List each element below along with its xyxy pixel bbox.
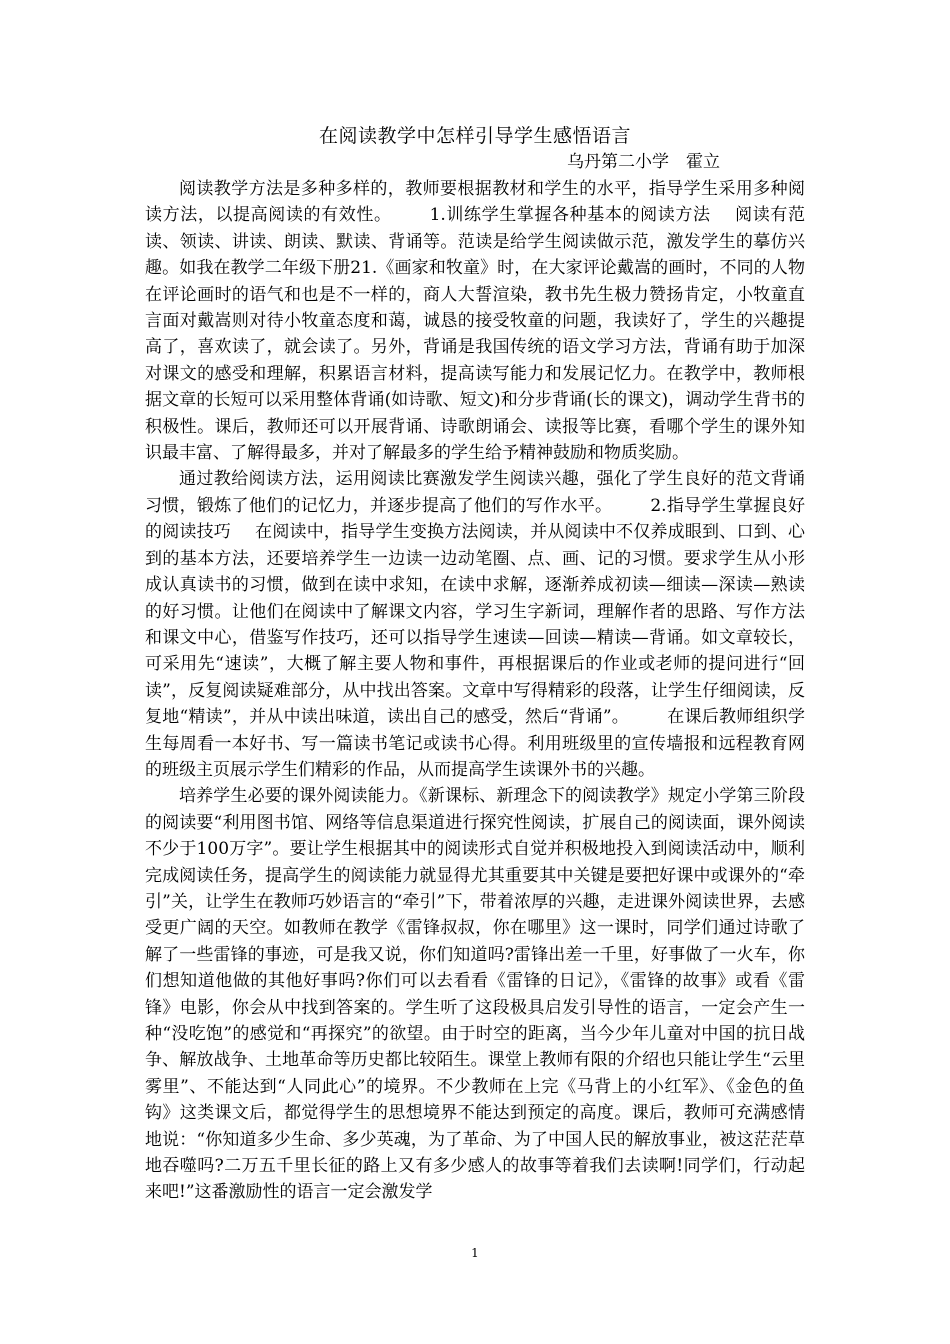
document-body	[145, 176, 805, 1206]
paragraph-extracurricular-reading	[145, 783, 805, 1206]
paragraph-reading-methods	[145, 176, 805, 466]
paragraph-reading-skills	[145, 466, 805, 783]
page-number: 1	[471, 1246, 479, 1260]
section-heading-reading-methods: 1.训练学生掌握各种基本的阅读方法	[429, 205, 711, 226]
paragraph-intro: 通过教给阅读方法，运用阅读比赛激发学生阅读兴趣，强化了学生良好的范文背诵习惯，锻炼了他们的记忆力，并逐步提高了他们的写作水平。	[145, 469, 805, 516]
paragraph-text: 培养学生必要的课外阅读能力。《新课标、新理念下的阅读教学》规定小学第三阶段的阅读要“利用图书馆、网络等信息渠道进行探究性阅读，扩展自己的阅读面，课外阅读不少于100万字”。要让学生根据其中的阅读形式自觉并积极地投入到阅读活动中，顺利完成阅读任务，提高学生的阅读能力就显得尤其重要其中关键是要把好课中或课外的“牵引”关，让学生在教师巧妙语言的“牵引”下，带着浓厚的兴趣，走进课外阅读世界，去感受更广阔的天空。如教师在教学《雷锋叔叔，你在哪里》这一课时，同学们通过诗歌了解了一些雷锋的事迹，可是我又说，你们知道吗?雷锋出差一千里，好事做了一火车，你们想知道他做的其他好事吗?你们可以去看看《雷锋的日记》，《雷锋的故事》或看《雷锋》电影，你会从中找到答案的。学生听了这段极具启发引导性的语言，一定会产生一种“没吃饱”的感觉和“再探究”的欲望。由于时空的距离，当今少年儿童对中国的抗日战争、解放战争、土地革命等历史都比较陌生。课堂上教师有限的介绍也只能让学生“云里雾里”、不能达到“人同此心”的境界。不少教师在上完《马背上的小红军》、《金色的鱼钩》这类课文后，都觉得学生的思想境界不能达到预定的高度。课后，教师可充满感情地说：“你知道多少生命、多少英魂，为了革命、为了中国人民的解放事业，被这茫茫草地吞噬吗?二万五千里长征的路上又有多少感人的故事等着我们去读啊!同学们，行动起来吧!”这番激励性的语言一定会激发学	[145, 786, 805, 1203]
paragraph-text: 在阅读中，指导学生变换方法阅读，并从阅读中不仅养成眼到、口到、心到的基本方法，还要培养学生一边读一边动笔圈、点、画、记的习惯。要求学生从小形成认真读书的习惯，做到在读中求知，在读中求解，逐渐养成初读—细读—深读—熟读的好习惯。让他们在阅读中了解课文内容，学习生字新词，理解作者的思路、写作方法和课文中心，借鉴写作技巧，还可以指导学生速读—回读—精读—背诵。如文章较长，可采用先“速读”，大概了解主要人物和事件，再根据课后的作业或老师的提问进行“回读”，反复阅读疑难部分，从中找出答案。文章中写得精彩的段落，让学生仔细阅读，反复地“精读”，并从中读出味道，读出自己的感受，然后“背诵”。	[145, 522, 806, 728]
paragraph-text: 阅读有范读、领读、讲读、朗读、默读、背诵等。范读是给学生阅读做示范，激发学生的摹仿兴趣。如我在教学二年级下册21.《画家和牧童》时，在大家评论戴嵩的画时，不同的人物在评论画时的语气和也是不一样的，商人大誓渲染，教书先生极力赞扬肯定，小牧童直言面对戴嵩则对待小牧童态度和蔼，诚恳的接受牧童的问题，我读好了，学生的兴趣提高了，喜欢读了，就会读了。另外，背诵是我国传统的语文学习方法，背诵有助于加深对课文的感受和理解，积累语言材料，提高读写能力和发展记忆力。在教学中，教师根据文章的长短可以采用整体背诵(如诗歌、短文)和分步背诵(长的课文)，调动学生背书的积极性。课后，教师还可以开展背诵、诗歌朗诵会、读报等比赛，看哪个学生的课外知识最丰富、了解得最多，并对了解最多的学生给予精神鼓励和物质奖励。	[145, 205, 806, 464]
section-heading-reading-skills: 2.指导学生掌握良好的阅读技巧	[145, 495, 805, 543]
author-line: 乌丹第二小学 霍立	[567, 152, 720, 172]
paragraph-intro: 阅读教学方法是多种多样的，教师要根据教材和学生的水平，指导学生采用多种阅读方法，以提高阅读的有效性。	[145, 179, 805, 226]
paragraph-tail: 在课后教师组织学生每周看一本好书、写一篇读书笔记或读书心得。利用班级里的宣传墙报和远程教育网的班级主页展示学生们精彩的作品，从而提高学生读课外书的兴趣。	[145, 707, 806, 780]
document-title: 在阅读教学中怎样引导学生感悟语言	[318, 125, 631, 147]
